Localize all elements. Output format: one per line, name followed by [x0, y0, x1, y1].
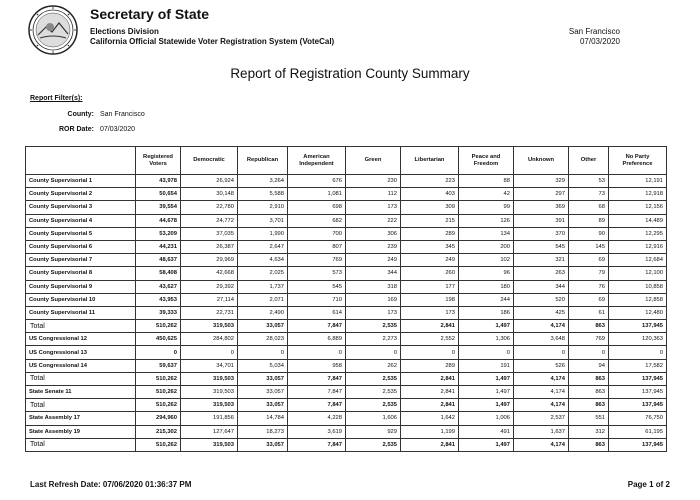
table-cell: 863	[569, 372, 609, 385]
table-cell: 73	[569, 188, 609, 201]
table-cell: 510,262	[136, 438, 181, 451]
table-cell: 44,678	[136, 214, 181, 227]
table-cell: 249	[346, 254, 401, 267]
table-cell: 76,750	[609, 412, 667, 425]
table-cell: 545	[514, 240, 569, 253]
table-cell: 284,802	[181, 333, 238, 346]
table-cell: 12,191	[609, 175, 667, 188]
row-label: County Supervisorial 5	[26, 227, 136, 240]
table-cell: 230	[346, 175, 401, 188]
table-cell: 1,737	[238, 280, 288, 293]
table-cell: 34,701	[181, 359, 238, 372]
row-label: County Supervisorial 7	[26, 254, 136, 267]
table-cell: 79	[569, 267, 609, 280]
table-row	[26, 306, 667, 319]
table-cell: 134	[459, 227, 514, 240]
table-cell: 369	[514, 201, 569, 214]
table-cell: 614	[288, 306, 346, 319]
table-cell: 0	[288, 346, 346, 359]
table-cell: 0	[514, 346, 569, 359]
table-cell: 10,858	[609, 280, 667, 293]
county-value: San Francisco	[100, 111, 145, 118]
table-cell: 297	[514, 188, 569, 201]
table-cell: 12,295	[609, 227, 667, 240]
system-name: California Official Statewide Voter Registration System (VoteCal)	[90, 37, 335, 46]
table-cell: 2,535	[346, 438, 401, 451]
table-cell: 319,503	[181, 320, 238, 333]
row-label: County Supervisorial 6	[26, 240, 136, 253]
table-row	[26, 359, 667, 372]
table-cell: 33,057	[238, 320, 288, 333]
column-header: American Independent	[288, 147, 346, 175]
table-cell: 191,856	[181, 412, 238, 425]
table-cell: 573	[288, 267, 346, 280]
table-cell: 17,582	[609, 359, 667, 372]
column-header: Registered Voters	[136, 147, 181, 175]
table-cell: 7,847	[288, 372, 346, 385]
header-right	[569, 27, 620, 47]
table-cell: 863	[569, 386, 609, 399]
table-row	[26, 280, 667, 293]
row-label: Total	[26, 399, 136, 412]
table-cell: 520	[514, 293, 569, 306]
table-cell: 2,537	[514, 412, 569, 425]
table-cell: 30,148	[181, 188, 238, 201]
table-cell: 239	[346, 240, 401, 253]
page-number: Page 1 of 2	[627, 480, 670, 489]
table-cell: 33,057	[238, 386, 288, 399]
county-label: County:	[67, 111, 94, 118]
table-cell: 319,503	[181, 372, 238, 385]
table-cell: 2,841	[401, 399, 459, 412]
table-cell: 4,634	[238, 254, 288, 267]
table-cell: 0	[346, 346, 401, 359]
table-cell: 863	[569, 320, 609, 333]
table-cell: 4,174	[514, 320, 569, 333]
table-cell: 7,847	[288, 438, 346, 451]
table-cell: 262	[346, 359, 401, 372]
table-cell: 769	[569, 333, 609, 346]
table-cell: 698	[288, 201, 346, 214]
table-cell: 43,627	[136, 280, 181, 293]
table-cell: 2,535	[346, 386, 401, 399]
table-cell: 4,174	[514, 438, 569, 451]
column-header: No Party Preference	[609, 147, 667, 175]
table-cell: 0	[238, 346, 288, 359]
table-cell: 1,637	[514, 425, 569, 438]
table-cell: 929	[346, 425, 401, 438]
table-cell: 260	[401, 267, 459, 280]
table-cell: 28,023	[238, 333, 288, 346]
column-header: Libertarian	[401, 147, 459, 175]
table-cell: 76	[569, 280, 609, 293]
table-cell: 33,057	[238, 438, 288, 451]
row-label: County Supervisorial 4	[26, 214, 136, 227]
table-cell: 294,960	[136, 412, 181, 425]
table-cell: 2,841	[401, 386, 459, 399]
table-cell: 2,535	[346, 399, 401, 412]
table-row	[26, 333, 667, 346]
table-cell: 96	[459, 267, 514, 280]
table-cell: 173	[346, 201, 401, 214]
column-header: Other	[569, 147, 609, 175]
table-cell: 1,497	[459, 438, 514, 451]
table-cell: 329	[514, 175, 569, 188]
row-label: Total	[26, 372, 136, 385]
row-label: County Supervisorial 8	[26, 267, 136, 280]
table-cell: 370	[514, 227, 569, 240]
table-cell: 2,910	[238, 201, 288, 214]
table-row	[26, 425, 667, 438]
table-cell: 89	[569, 214, 609, 227]
table-cell: 12,918	[609, 188, 667, 201]
table-cell: 39,333	[136, 306, 181, 319]
table-cell: 43,978	[136, 175, 181, 188]
table-cell: 676	[288, 175, 346, 188]
table-cell: 0	[569, 346, 609, 359]
row-label: State Assembly 19	[26, 425, 136, 438]
table-cell: 173	[401, 306, 459, 319]
report-filters-heading: Report Filter(s):	[30, 95, 83, 102]
table-cell: 1,081	[288, 188, 346, 201]
row-label: US Congressional 13	[26, 346, 136, 359]
table-cell: 306	[346, 227, 401, 240]
table-cell: 1,306	[459, 333, 514, 346]
table-cell: 43,953	[136, 293, 181, 306]
table-cell: 33,057	[238, 372, 288, 385]
ror-date-label: ROR Date:	[58, 126, 94, 133]
table-cell: 710	[288, 293, 346, 306]
table-cell: 319,503	[181, 438, 238, 451]
table-cell: 3,619	[288, 425, 346, 438]
table-cell: 14,784	[238, 412, 288, 425]
table-header-row	[26, 147, 667, 175]
table-cell: 33,057	[238, 399, 288, 412]
table-cell: 5,588	[238, 188, 288, 201]
table-cell: 61	[569, 306, 609, 319]
table-cell: 551	[569, 412, 609, 425]
table-cell: 22,731	[181, 306, 238, 319]
row-label: US Congressional 14	[26, 359, 136, 372]
table-row	[26, 346, 667, 359]
total-row	[26, 438, 667, 451]
table-cell: 3,701	[238, 214, 288, 227]
table-row	[26, 412, 667, 425]
row-label: County Supervisorial 1	[26, 175, 136, 188]
table-cell: 958	[288, 359, 346, 372]
table-cell: 137,945	[609, 372, 667, 385]
table-cell: 0	[181, 346, 238, 359]
column-header: Democratic	[181, 147, 238, 175]
table-cell: 1,006	[459, 412, 514, 425]
table-cell: 7,847	[288, 386, 346, 399]
table-cell: 2,025	[238, 267, 288, 280]
table-cell: 14,489	[609, 214, 667, 227]
table-cell: 22,780	[181, 201, 238, 214]
table-cell: 2,071	[238, 293, 288, 306]
table-row	[26, 227, 667, 240]
table-cell: 1,497	[459, 399, 514, 412]
table-cell: 1,497	[459, 386, 514, 399]
row-label: US Congressional 12	[26, 333, 136, 346]
total-row	[26, 320, 667, 333]
table-cell: 1,497	[459, 372, 514, 385]
table-cell: 127,647	[181, 425, 238, 438]
division-name: Elections Division	[90, 27, 159, 36]
table-cell: 137,945	[609, 320, 667, 333]
table-cell: 4,174	[514, 386, 569, 399]
table-cell: 700	[288, 227, 346, 240]
table-cell: 53	[569, 175, 609, 188]
table-cell: 94	[569, 359, 609, 372]
table-cell: 510,262	[136, 399, 181, 412]
table-cell: 2,552	[401, 333, 459, 346]
total-row	[26, 399, 667, 412]
table-cell: 137,945	[609, 438, 667, 451]
table-cell: 27,114	[181, 293, 238, 306]
table-cell: 58,408	[136, 267, 181, 280]
column-header: Unknown	[514, 147, 569, 175]
table-cell: 2,841	[401, 438, 459, 451]
row-label: Total	[26, 438, 136, 451]
table-cell: 137,945	[609, 386, 667, 399]
table-cell: 59,637	[136, 359, 181, 372]
table-cell: 863	[569, 438, 609, 451]
table-row	[26, 386, 667, 399]
california-seal-icon	[28, 5, 78, 55]
row-label: County Supervisorial 3	[26, 201, 136, 214]
table-cell: 769	[288, 254, 346, 267]
table-cell: 425	[514, 306, 569, 319]
table-cell: 2,490	[238, 306, 288, 319]
table-cell: 169	[346, 293, 401, 306]
table-cell: 29,969	[181, 254, 238, 267]
registration-summary-table	[25, 146, 667, 452]
table-cell: 18,273	[238, 425, 288, 438]
table-cell: 1,990	[238, 227, 288, 240]
table-cell: 37,035	[181, 227, 238, 240]
table-cell: 344	[346, 267, 401, 280]
table-cell: 223	[401, 175, 459, 188]
table-cell: 2,647	[238, 240, 288, 253]
table-cell: 69	[569, 293, 609, 306]
table-cell: 1,606	[346, 412, 401, 425]
table-cell: 222	[346, 214, 401, 227]
table-cell: 510,262	[136, 386, 181, 399]
table-cell: 200	[459, 240, 514, 253]
table-cell: 2,273	[346, 333, 401, 346]
table-cell: 173	[346, 306, 401, 319]
row-label: State Assembly 17	[26, 412, 136, 425]
last-refresh-date: Last Refresh Date: 07/06/2020 01:36:37 PM	[30, 480, 192, 489]
table-cell: 6,889	[288, 333, 346, 346]
table-cell: 321	[514, 254, 569, 267]
table-cell: 0	[459, 346, 514, 359]
table-cell: 53,209	[136, 227, 181, 240]
table-cell: 1,199	[401, 425, 459, 438]
table-row	[26, 201, 667, 214]
table-cell: 5,034	[238, 359, 288, 372]
table-cell: 68	[569, 201, 609, 214]
table-cell: 491	[459, 425, 514, 438]
row-label: County Supervisorial 10	[26, 293, 136, 306]
row-label: Total	[26, 320, 136, 333]
table-cell: 7,847	[288, 399, 346, 412]
table-cell: 12,156	[609, 201, 667, 214]
table-cell: 0	[136, 346, 181, 359]
table-cell: 2,841	[401, 372, 459, 385]
table-cell: 145	[569, 240, 609, 253]
table-cell: 198	[401, 293, 459, 306]
table-cell: 450,625	[136, 333, 181, 346]
table-cell: 309	[401, 201, 459, 214]
table-row	[26, 254, 667, 267]
table-cell: 391	[514, 214, 569, 227]
table-cell: 345	[401, 240, 459, 253]
table-cell: 90	[569, 227, 609, 240]
table-cell: 807	[288, 240, 346, 253]
report-title: Report of Registration County Summary	[230, 66, 470, 81]
table-cell: 42	[459, 188, 514, 201]
table-cell: 26,387	[181, 240, 238, 253]
table-cell: 289	[401, 227, 459, 240]
table-cell: 2,535	[346, 320, 401, 333]
table-cell: 137,945	[609, 399, 667, 412]
table-row	[26, 267, 667, 280]
header-date: 07/03/2020	[579, 37, 620, 46]
table-cell: 0	[609, 346, 667, 359]
table-cell: 88	[459, 175, 514, 188]
table-cell: 863	[569, 399, 609, 412]
table-cell: 24,772	[181, 214, 238, 227]
table-cell: 289	[401, 359, 459, 372]
table-row	[26, 240, 667, 253]
column-header: Republican	[238, 147, 288, 175]
table-cell: 1,642	[401, 412, 459, 425]
table-cell: 2,841	[401, 320, 459, 333]
row-label: County Supervisorial 2	[26, 188, 136, 201]
table-cell: 545	[288, 280, 346, 293]
table-cell: 61,195	[609, 425, 667, 438]
table-cell: 263	[514, 267, 569, 280]
table-cell: 112	[346, 188, 401, 201]
table-cell: 682	[288, 214, 346, 227]
table-cell: 249	[401, 254, 459, 267]
ror-date-value: 07/03/2020	[100, 126, 136, 133]
table-cell: 12,916	[609, 240, 667, 253]
table-cell: 39,554	[136, 201, 181, 214]
table-cell: 0	[401, 346, 459, 359]
table-cell: 510,262	[136, 320, 181, 333]
table-cell: 29,392	[181, 280, 238, 293]
table-cell: 1,497	[459, 320, 514, 333]
table-cell: 4,174	[514, 372, 569, 385]
table-row	[26, 293, 667, 306]
table-cell: 191	[459, 359, 514, 372]
column-header-blank	[26, 147, 136, 175]
table-cell: 3,264	[238, 175, 288, 188]
table-cell: 3,648	[514, 333, 569, 346]
table-cell: 180	[459, 280, 514, 293]
row-label: State Senate 11	[26, 386, 136, 399]
total-row	[26, 372, 667, 385]
table-cell: 510,262	[136, 372, 181, 385]
table-cell: 99	[459, 201, 514, 214]
table-row	[26, 214, 667, 227]
table-row	[26, 188, 667, 201]
table-cell: 69	[569, 254, 609, 267]
table-cell: 126	[459, 214, 514, 227]
table-cell: 319,503	[181, 386, 238, 399]
table-cell: 177	[401, 280, 459, 293]
table-cell: 215,302	[136, 425, 181, 438]
table-cell: 120,363	[609, 333, 667, 346]
column-header: Green	[346, 147, 401, 175]
table-cell: 312	[569, 425, 609, 438]
table-cell: 12,100	[609, 267, 667, 280]
table-cell: 26,924	[181, 175, 238, 188]
column-header: Peace and Freedom	[459, 147, 514, 175]
table-cell: 42,668	[181, 267, 238, 280]
table-cell: 4,228	[288, 412, 346, 425]
table-cell: 7,847	[288, 320, 346, 333]
table-cell: 186	[459, 306, 514, 319]
table-cell: 215	[401, 214, 459, 227]
organization-title: Secretary of State	[90, 6, 210, 22]
table-cell: 102	[459, 254, 514, 267]
table-cell: 403	[401, 188, 459, 201]
table-cell: 244	[459, 293, 514, 306]
row-label: County Supervisorial 9	[26, 280, 136, 293]
table-cell: 319,503	[181, 399, 238, 412]
table-cell: 50,654	[136, 188, 181, 201]
table-cell: 344	[514, 280, 569, 293]
table-cell: 318	[346, 280, 401, 293]
table-row	[26, 175, 667, 188]
table-cell: 12,684	[609, 254, 667, 267]
table-cell: 48,637	[136, 254, 181, 267]
table-cell: 12,858	[609, 293, 667, 306]
table-cell: 4,174	[514, 399, 569, 412]
table-cell: 12,480	[609, 306, 667, 319]
row-label: County Supervisorial 11	[26, 306, 136, 319]
header-location: San Francisco	[568, 27, 620, 36]
table-cell: 526	[514, 359, 569, 372]
table-cell: 44,231	[136, 240, 181, 253]
table-cell: 2,535	[346, 372, 401, 385]
